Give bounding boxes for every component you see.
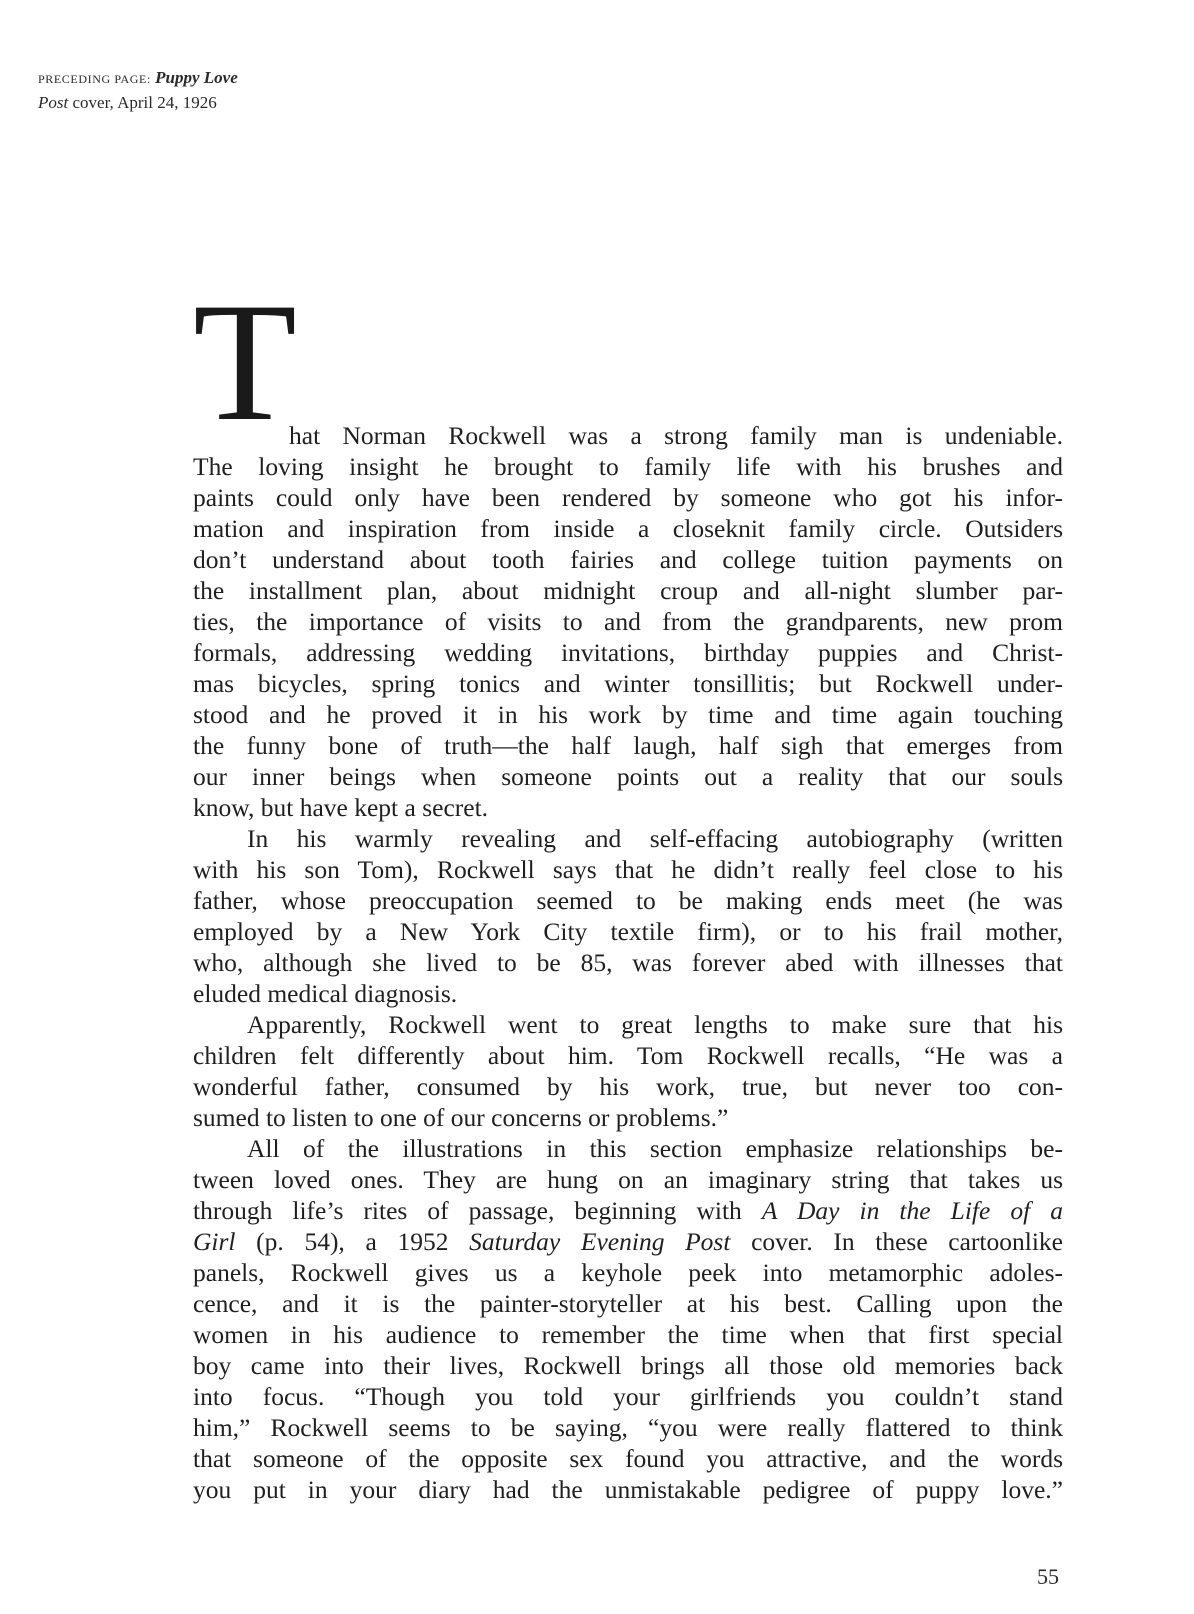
caption-line-2 <box>38 91 358 115</box>
article-line <box>193 1443 1063 1474</box>
article-line <box>193 761 1063 792</box>
article-text: that someone of the opposite sex found you attractive, and the words <box>193 1444 1063 1473</box>
article-line <box>193 513 1063 544</box>
caption-label: PRECEDING PAGE: <box>38 72 151 86</box>
article-text: sumed to listen to one of our concerns or problems.” <box>193 1103 729 1132</box>
article-text: him,” Rockwell seems to be saying, “you were really flattered to think <box>193 1413 1063 1442</box>
article-line <box>193 1102 1063 1133</box>
article-text: into focus. “Though you told your girlfriends you couldn’t stand <box>193 1382 1063 1411</box>
article-text: formals, addressing wedding invitations, birthday puppies and Christ- <box>193 638 1063 667</box>
article-text: wonderful father, consumed by his work, true, but never too con- <box>193 1072 1063 1101</box>
article-text: tween loved ones. They are hung on an imaginary string that takes us <box>193 1165 1063 1194</box>
article-line <box>193 1350 1063 1381</box>
article-text: know, but have kept a secret. <box>193 793 489 822</box>
article-line <box>193 1226 1063 1257</box>
article-line <box>193 947 1063 978</box>
article-text: father, whose preoccupation seemed to be making ends meet (he was <box>193 886 1063 915</box>
article-line <box>193 1009 1063 1040</box>
preceding-page-caption <box>38 66 358 115</box>
article-text: stood and he proved it in his work by time and time again touching <box>193 700 1063 729</box>
article-text: eluded medical diagnosis. <box>193 979 458 1008</box>
article-text: employed by a New York City textile firm), or to his frail mother, <box>193 917 1063 946</box>
article-text: cover. In these cartoonlike <box>730 1227 1063 1256</box>
article-line <box>193 1164 1063 1195</box>
caption-line-1 <box>38 66 358 91</box>
article-text: mation and inspiration from inside a closeknit family circle. Outsiders <box>193 514 1063 543</box>
article-text: paints could only have been rendered by someone who got his infor- <box>193 483 1063 512</box>
article-text: with his son Tom), Rockwell says that he didn’t really feel close to his <box>193 855 1063 884</box>
article-line <box>193 1412 1063 1443</box>
article-line <box>193 699 1063 730</box>
article-text: through life’s rites of passage, beginning with <box>193 1196 742 1225</box>
caption-publication: Post <box>38 93 69 112</box>
article-text: don’t understand about tooth fairies and college tuition payments on <box>193 545 1063 574</box>
article-italic-text: A Day in the Life of a <box>761 1196 1064 1225</box>
article-text: panels, Rockwell gives us a keyhole peek into metamorphic adoles- <box>193 1258 1063 1287</box>
article-line <box>193 916 1063 947</box>
article-text: In his warmly revealing and self-effacing autobiography (written <box>247 824 1063 853</box>
article-text: (p. 54), a 1952 <box>235 1227 470 1256</box>
article-line <box>193 420 1063 451</box>
article-line <box>193 885 1063 916</box>
article-line <box>193 482 1063 513</box>
article-line <box>193 544 1063 575</box>
article-line <box>193 730 1063 761</box>
article-text: the installment plan, about midnight croup and all-night slumber par- <box>193 576 1063 605</box>
article-line <box>193 1133 1063 1164</box>
article-italic-text: Girl <box>193 1227 236 1256</box>
article-italic-text: Saturday Evening Post <box>469 1227 731 1256</box>
article-line <box>193 1474 1063 1505</box>
article-line <box>193 1319 1063 1350</box>
article-text: children felt differently about him. Tom Rockwell recalls, “He was a <box>193 1041 1063 1070</box>
caption-date: cover, April 24, 1926 <box>68 93 217 112</box>
article-line <box>193 1071 1063 1102</box>
article-line <box>193 668 1063 699</box>
article-line <box>193 606 1063 637</box>
article-line <box>193 854 1063 885</box>
article-text: our inner beings when someone points out a reality that our souls <box>193 762 1063 791</box>
article-text: you put in your diary had the unmistakable pedigree of puppy love.” <box>193 1475 1063 1504</box>
article-text: women in his audience to remember the time when that first special <box>193 1320 1063 1349</box>
article-text: ties, the importance of visits to and from the grandparents, new prom <box>193 607 1063 636</box>
article-lines <box>193 420 1063 1505</box>
article-line <box>193 1381 1063 1412</box>
article-text: The loving insight he brought to family life with his brushes and <box>193 452 1063 481</box>
article-text: hat Norman Rockwell was a strong family man is undeniable. <box>289 421 1063 450</box>
article-body <box>193 268 1064 1505</box>
article-text: the funny bone of truth—the half laugh, half sigh that emerges from <box>193 731 1063 760</box>
article-line <box>193 792 1063 823</box>
article-line <box>193 1195 1063 1226</box>
article-line <box>193 823 1063 854</box>
article-line <box>193 1040 1063 1071</box>
article-text: who, although she lived to be 85, was forever abed with illnesses that <box>193 948 1063 977</box>
caption-title: Puppy Love <box>155 68 238 87</box>
article-text: cence, and it is the painter-storyteller at his best. Calling upon the <box>193 1289 1063 1318</box>
article-text: mas bicycles, spring tonics and winter tonsillitis; but Rockwell under- <box>193 669 1063 698</box>
article-line <box>193 637 1063 668</box>
article-text: Apparently, Rockwell went to great lengths to make sure that his <box>247 1010 1063 1039</box>
article-line <box>193 1288 1063 1319</box>
article-line <box>193 575 1063 606</box>
article-text: All of the illustrations in this section emphasize relationships be- <box>247 1134 1063 1163</box>
article-line <box>193 451 1063 482</box>
drop-cap: T <box>193 268 297 456</box>
article-line <box>193 1257 1063 1288</box>
article-line <box>193 978 1063 1009</box>
page-number: 55 <box>1037 1564 1059 1589</box>
article-text: boy came into their lives, Rockwell brings all those old memories back <box>193 1351 1063 1380</box>
